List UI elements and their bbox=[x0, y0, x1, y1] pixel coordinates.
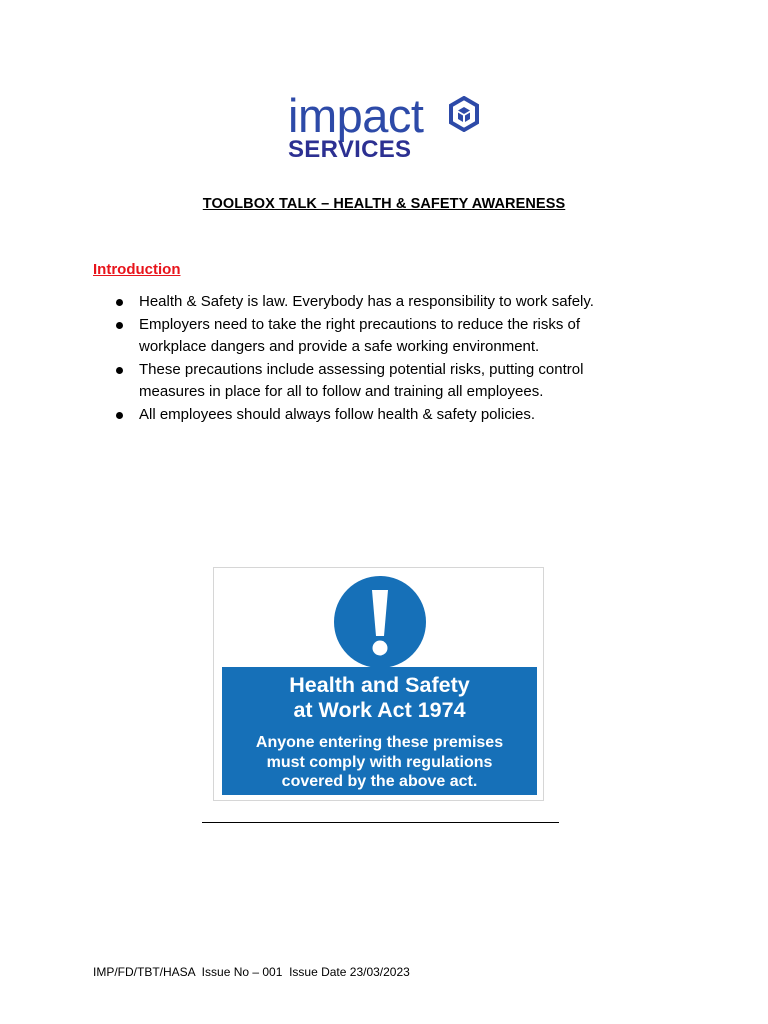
sign-heading-line: Health and Safety bbox=[289, 673, 470, 697]
list-item-text: Employers need to take the right precautions to reduce the risks of workplace dangers and provide a safe working environment. bbox=[139, 315, 581, 355]
list-item-text: These precautions include assessing potential risks, putting control measures in place for all to follow and training all employees. bbox=[139, 360, 584, 400]
list-item-text: Health & Safety is law. Everybody has a responsibility to work safely. bbox=[139, 293, 594, 310]
sign-body bbox=[222, 733, 537, 792]
company-logo bbox=[288, 89, 488, 164]
divider bbox=[202, 822, 559, 823]
list-item-text: All employees should always follow health & safety policies. bbox=[139, 405, 536, 423]
introduction-list bbox=[114, 291, 674, 426]
footer-document-ref: IMP/FD/TBT/HASA Issue No – 001 Issue Date 23/03/2023 bbox=[93, 965, 410, 979]
list-item bbox=[114, 291, 674, 314]
list-item bbox=[114, 404, 674, 427]
sign-heading-line: at Work Act 1974 bbox=[293, 698, 466, 722]
sign-body-line: must comply with regulations bbox=[266, 753, 493, 771]
sign-body-line: covered by the above act. bbox=[281, 773, 478, 790]
bullet-icon bbox=[116, 299, 123, 306]
page-title: TOOLBOX TALK – HEALTH & SAFETY AWARENESS bbox=[202, 196, 566, 212]
bullet-icon bbox=[116, 322, 123, 329]
cube-hexagon-icon bbox=[448, 96, 480, 132]
section-heading-introduction: Introduction bbox=[93, 261, 181, 278]
sign-panel bbox=[222, 667, 537, 795]
logo-services: SERVICES bbox=[288, 136, 412, 163]
safety-sign-image bbox=[213, 567, 544, 801]
exclamation-icon bbox=[334, 576, 426, 668]
sign-body-line: Anyone entering these premises bbox=[255, 734, 504, 751]
list-item bbox=[114, 359, 589, 404]
list-item bbox=[114, 314, 619, 359]
sign-heading bbox=[222, 673, 537, 723]
logo-word: impact bbox=[288, 89, 424, 142]
bullet-icon bbox=[116, 412, 123, 419]
bullet-icon bbox=[116, 367, 123, 374]
